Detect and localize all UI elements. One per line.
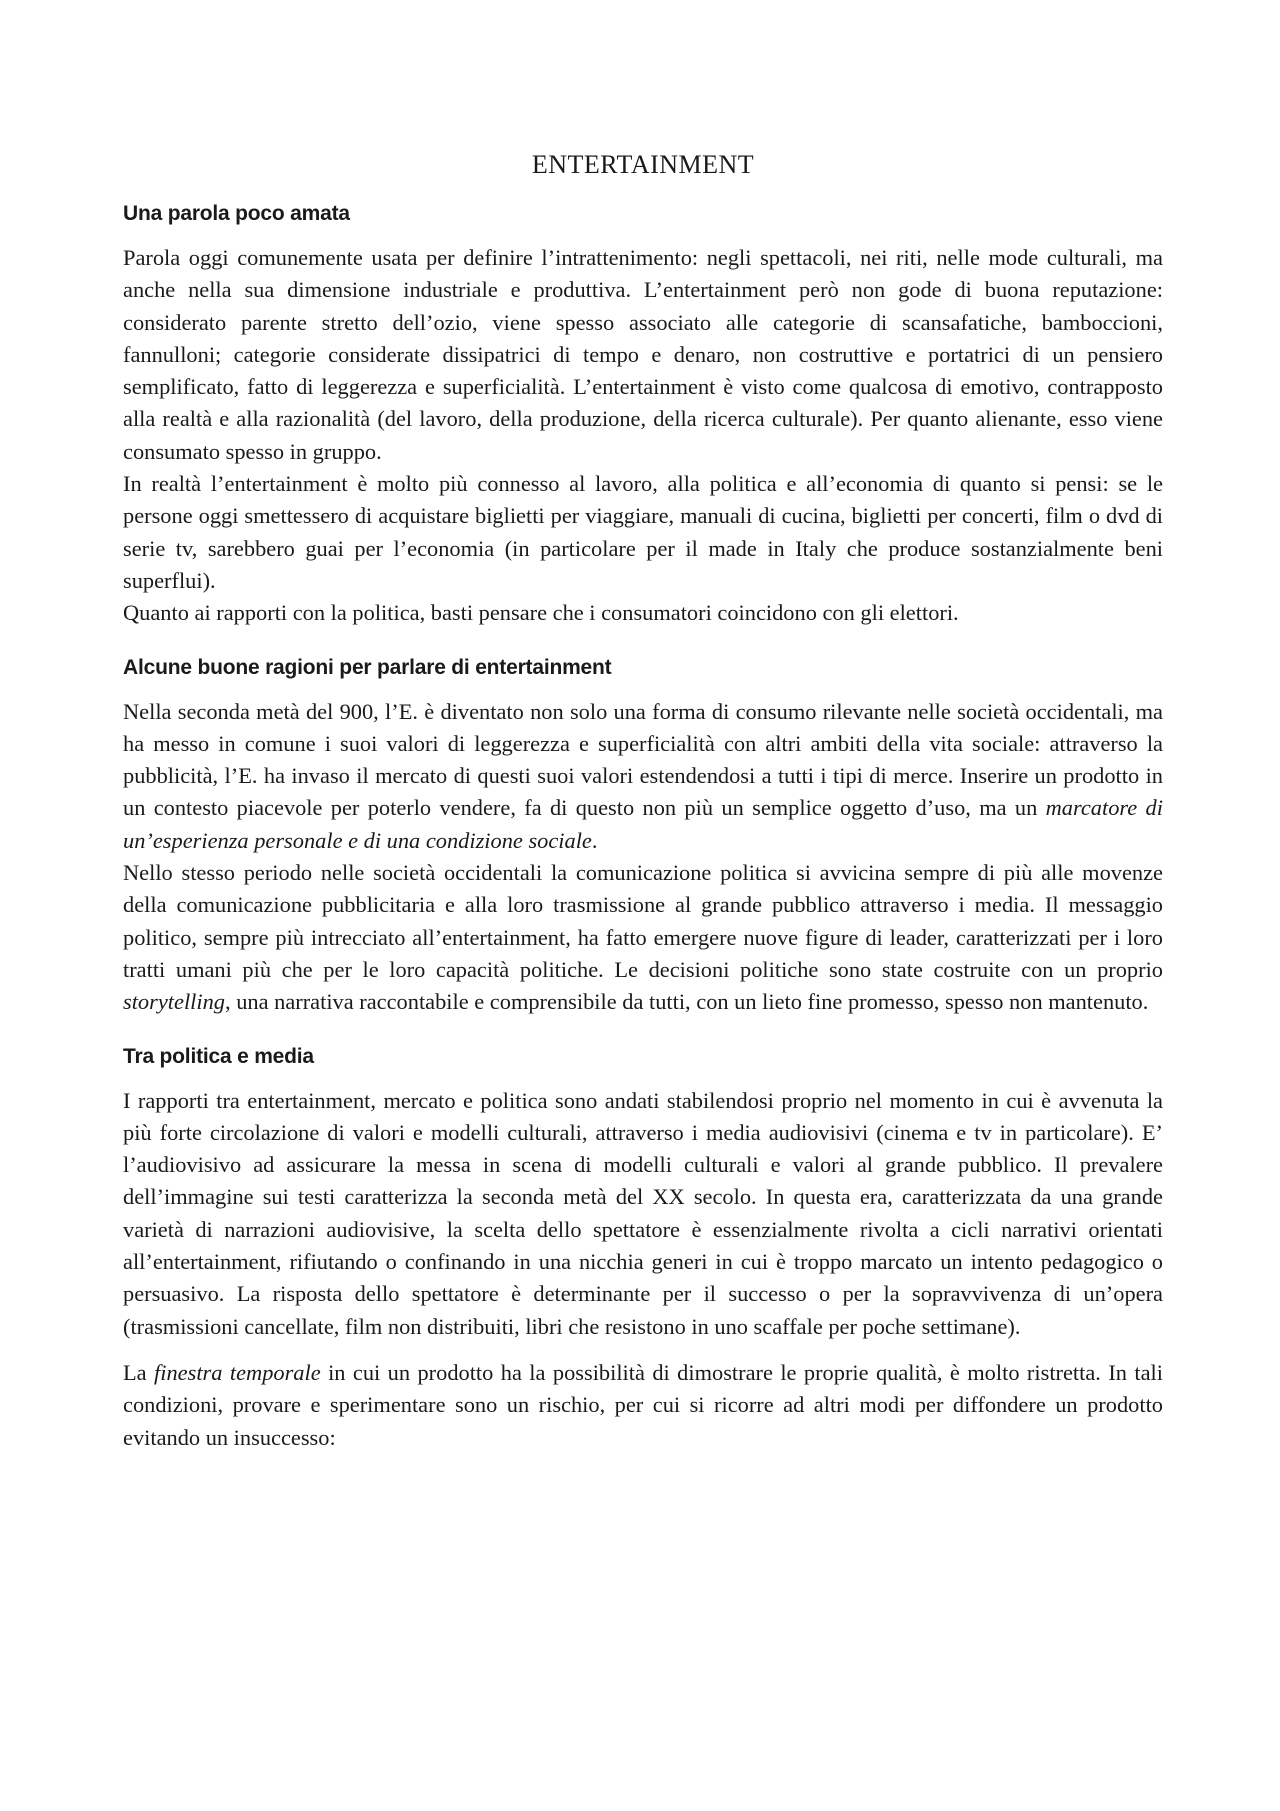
paragraph: [123, 1357, 1163, 1454]
paragraph: Parola oggi comunemente usata per definire l’intrattenimento: negli spettacoli, nei riti, nelle mode culturali, ma anche nella sua dimensione industriale e produttiva. L’entertainment però non gode di buona reputazione: considerato parente stretto dell’ozio, viene spesso associato alle categorie di scansafatiche, bamboccioni, fannulloni; categorie considerate dissipatrici di tempo e denaro, non costruttive e portatrici di un pensiero semplificato, fatto di leggerezza e superficialità. L’entertainment è visto come qualcosa di emotivo, contrapposto alla realtà e alla razionalità (del lavoro, della produzione, della ricerca culturale). Per quanto alienante, esso viene consumato spesso in gruppo.: [123, 245, 1163, 464]
paragraph: Quanto ai rapporti con la politica, basti pensare che i consumatori coincidono con gli elettori.: [123, 600, 959, 626]
section-tra-politica-e-media: [123, 1045, 1163, 1454]
paragraph: [123, 857, 1163, 1018]
section-heading: Alcune buone ragioni per parlare di entertainment: [123, 655, 612, 679]
paragraph-text: .: [591, 827, 598, 853]
paragraph-spacer: [123, 1343, 1163, 1357]
section-buone-ragioni: [123, 656, 1163, 1019]
document-page: [123, 150, 1163, 1480]
emphasized-text: storytelling: [123, 989, 225, 1015]
paragraph: I rapporti tra entertainment, mercato e politica sono andati stabilendosi proprio nel momento in cui è avvenuta la più forte circolazione di valori e modelli culturali, attraverso i media audiovisivi (cinema e tv in particolare). E’ l’audiovisivo ad assicurare la messa in scena di modelli culturali e valori al grande pubblico. Il prevalere dell’immagine sui testi caratterizza la seconda metà del XX secolo. In questa era, caratterizzata da una grande varietà di narrazioni audiovisive, la scelta dello spettatore è essenzialmente rivolta a cicli narrativi orientati all’entertainment, rifiutando o confinando in una nicchia generi in cui è troppo marcato un intento pedagogico o persuasivo. La risposta dello spettatore è determinante per il successo o per la sopravvivenza di un’opera (trasmissioni cancellate, film non distribuiti, libri che resistono in uno scaffale per poche settimane).: [123, 1087, 1163, 1339]
paragraph-text: Nello stesso periodo nelle società occidentali la comunicazione politica si avvicina sempre di più alle movenze della comunicazione pubblicitaria e alla loro trasmissione al grande pubblico attraverso i media. Il messaggio politico, sempre più intrecciato all’entertainment, ha fatto emergere nuove figure di leader, caratterizzati per i loro tratti umani più che per le loro capacità politiche. Le decisioni politiche sono state costruite con un proprio: [123, 860, 1163, 982]
paragraph-text: in cui un prodotto ha la possibilità di dimostrare le proprie qualità, è molto ristretta. In tali condizioni, provare e sperimentare sono un rischio, per cui si ricorre ad altri modi per diffondere un prodotto evitando un insuccesso:: [123, 1359, 1163, 1450]
paragraph-text: , una narrativa raccontabile e comprensibile da tutti, con un lieto fine promesso, spesso non mantenuto.: [225, 989, 1149, 1015]
paragraph: [123, 696, 1163, 857]
section-heading: Tra politica e media: [123, 1044, 314, 1068]
paragraph: In realtà l’entertainment è molto più connesso al lavoro, alla politica e all’economia di quanto si pensi: se le persone oggi smettessero di acquistare biglietti per viaggiare, manuali di cucina, biglietti per concerti, film o dvd di serie tv, sarebbero guai per l’economia (in particolare per il made in Italy che produce sostanzialmente beni superflui).: [123, 471, 1163, 593]
document-title: ENTERTAINMENT: [531, 150, 755, 179]
section-una-parola-poco-amata: [123, 202, 1163, 630]
emphasized-text: finestra temporale: [154, 1359, 321, 1385]
emphasized-text: marcatore di un’esperienza personale e di una condizione sociale: [123, 795, 1163, 853]
section-heading: Una parola poco amata: [123, 202, 350, 225]
paragraph-text: Nella seconda metà del 900, l’E. è diventato non solo una forma di consumo rilevante nelle società occidentali, ma ha messo in comune i suoi valori di leggerezza e superficialità con altri ambiti della vita sociale: attraverso la pubblicità, l’E. ha invaso il mercato di questi suoi valori estendendosi a tutti i tipi di merce. Inserire un prodotto in un contesto piacevole per poterlo vendere, fa di questo non più un semplice oggetto d’uso, ma un: [123, 698, 1163, 821]
paragraph-text: La: [123, 1359, 155, 1385]
